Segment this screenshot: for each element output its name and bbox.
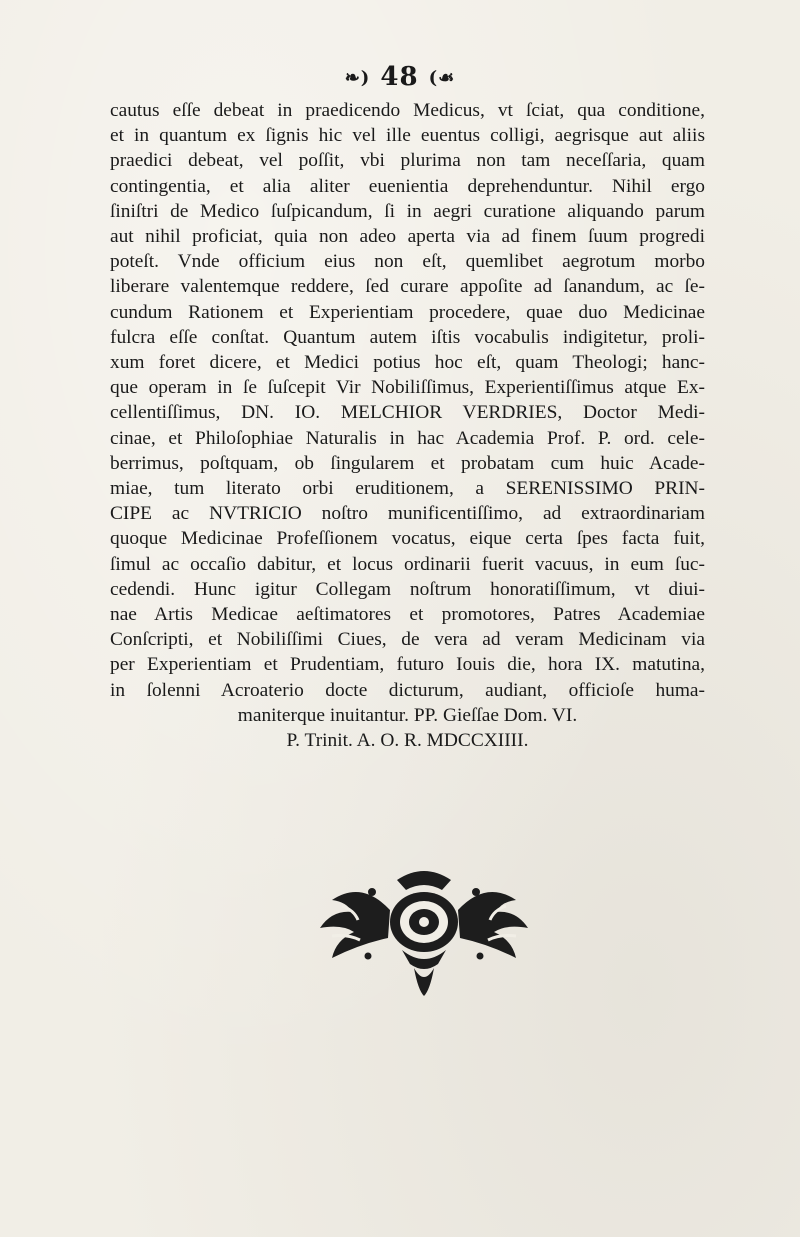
text-line: berrimus, poſtquam, ob ſingularem et probatam cum huic Acade- [110,452,705,474]
text-line: ſimul ac occaſio dabitur, et locus ordinarii fuerit vacuus, in eum ſuc- [110,553,705,575]
text-line: poteſt. Vnde officium eius non eſt, quemlibet aegrotum morbo [110,251,705,273]
text-line: xum foret dicere, et Medici potius hoc eſt, quam Theologi; hanc- [110,352,705,374]
text-line: cedendi. Hunc igitur Collegam noſtrum honoratiſſimum, vt diui- [110,578,705,600]
left-header-ornament: ❧) [344,67,371,89]
body-text [110,98,705,753]
text-line: Conſcripti, et Nobiliſſimi Ciues, de vera ad veram Medicinam via [110,629,705,651]
right-header-ornament: (☙ [428,67,456,89]
text-line: aut nihil proficiat, quia non adeo aperta via ad finem ſuum progredi [110,226,705,248]
text-line: praedici debeat, vel poſſit, vbi plurima non tam neceſſaria, quam [110,150,705,172]
page-number: 48 [380,62,419,92]
text-line: cundum Rationem et Experientiam procedere, quae duo Medicinae [110,301,705,323]
text-line: CIPE ac NVTRICIO noſtro munificentiſſimo, ad extraordinariam [110,503,705,525]
text-line: quoque Medicinae Profeſſionem vocatus, eique certa ſpes facta fuit, [110,528,705,550]
text-line: maniterque inuitantur. PP. Gieſſae Dom. VI. [237,704,578,726]
printer-vignette-ornament [302,840,547,1000]
text-line: contingentia, et alia aliter euenientia deprehenduntur. Nihil ergo [110,175,705,197]
text-line: nae Artis Medicae aeſtimatores et promotores, Patres Academiae [110,604,705,626]
text-line: que operam in ſe ſuſcepit Vir Nobiliſſimus, Experientiſſimus atque Ex- [110,377,705,399]
text-line: P. Trinit. A. O. R. MDCCXIIII. [286,730,529,752]
text-line: liberare valentemque reddere, ſed curare appoſite ad ſanandum, ac ſe- [110,276,705,298]
text-line: cellentiſſimus, DN. IO. MELCHIOR VERDRIES, Doctor Medi- [110,402,705,424]
text-line: miae, tum literato orbi eruditionem, a SERENISSIMO PRIN- [110,478,705,500]
text-line: et in quantum ex ſignis hic vel ille euentus colligi, aegrisque aut aliis [110,125,705,147]
text-line: in ſolenni Acroaterio docte dicturum, audiant, officioſe huma- [110,679,705,701]
text-line: ſiniſtri de Medico ſuſpicandum, ſi in aegri curatione aliquando parum [110,200,705,222]
text-line: cautus eſſe debeat in praedicendo Medicus, vt ſciat, qua conditione, [110,100,705,121]
page-header [0,62,800,92]
text-line: fulcra eſſe conſtat. Quantum autem iſtis vocabulis indigitetur, proli- [110,326,705,348]
text-line: per Experientiam et Prudentiam, futuro Iouis die, hora IX. matutina, [110,654,705,676]
text-line: cinae, et Philoſophiae Naturalis in hac Academia Prof. P. ord. cele- [110,427,705,449]
